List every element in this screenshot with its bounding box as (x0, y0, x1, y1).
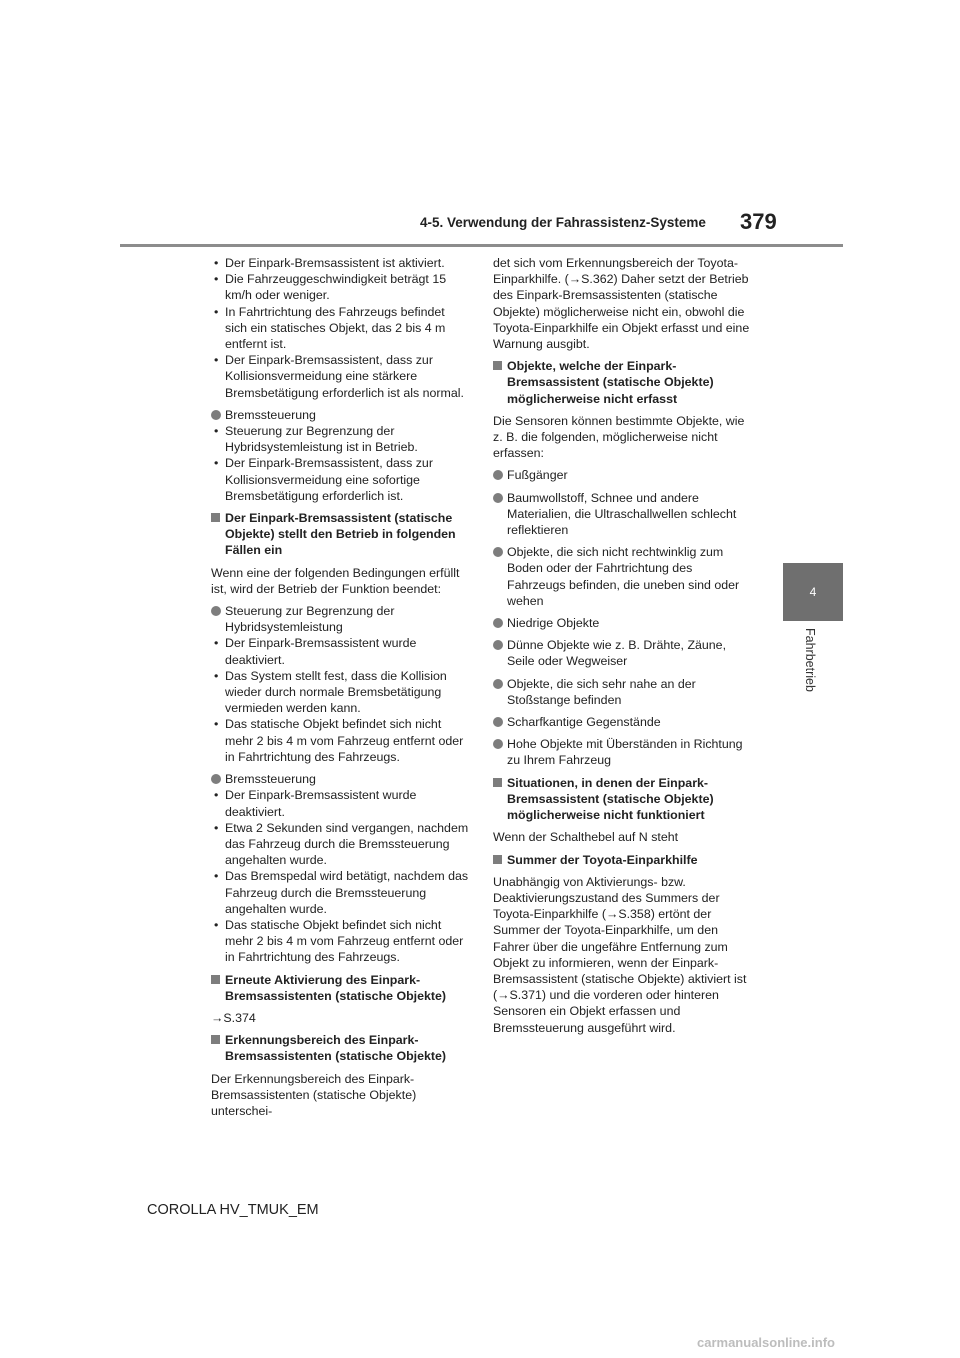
paragraph: Der Erkennungsbereich des Einpark-Bremsassistenten (statische Objekte) unterschei- (211, 1071, 417, 1118)
list-item: • Steuerung zur Begrenzung der Hybridsystemleistung ist in Betrieb. (211, 423, 469, 455)
circle-item-label: Steuerung zur Begrenzung der Hybridsystemleistung (225, 604, 395, 635)
list-item: • Der Einpark-Bremsassistent ist aktiviert. (211, 255, 469, 271)
paragraph: Wenn der Schalthebel auf N steht (493, 830, 679, 845)
circle-item: Niedrige Objekte (493, 615, 751, 631)
right-column (493, 255, 751, 1042)
circle-item-label: Bremssteuerung (225, 407, 316, 422)
condition-list (211, 255, 469, 401)
header-rule (120, 244, 843, 247)
list-item: • Der Einpark-Bremsassistent wurde deaktiviert. (211, 787, 469, 819)
chapter-number: 4 (809, 585, 817, 599)
circle-item: Scharfkantige Gegenstände (493, 714, 751, 730)
circle-item: Objekte, die sich nicht rechtwinklig zum Boden oder der Fahrtrichtung des Fahrzeugs befinden, die uneben sind oder wehen (493, 544, 751, 609)
page-reference-link[interactable]: →S.374 (211, 1010, 256, 1025)
watermark: carmanualsonline.info (697, 1335, 835, 1350)
list-item: • Der Einpark-Bremsassistent, dass zur Kollisionsvermeidung eine stärkere Bremsbetätigung erforderlich ist als normal. (211, 352, 469, 401)
list-item: • Das Bremspedal wird betätigt, nachdem das Fahrzeug durch die Bremssteuerung angehalten wurde. (211, 868, 469, 917)
circle-item (211, 603, 469, 765)
list-item: • Der Einpark-Bremsassistent, dass zur Kollisionsvermeidung eine sofortige Bremsbetätigung erforderlich ist. (211, 455, 469, 504)
section-heading: Objekte, welche der Einpark-Bremsassistent (statische Objekte) möglicherweise nicht erfasst (493, 358, 751, 407)
chapter-tab (783, 563, 843, 621)
circle-item: Baumwollstoff, Schnee und andere Materialien, die Ultraschallwellen schlecht reflektieren (493, 490, 751, 539)
circle-item: Hohe Objekte mit Überständen in Richtung zu Ihrem Fahrzeug (493, 736, 751, 768)
circle-item: Dünne Objekte wie z. B. Drähte, Zäune, Seile oder Wegweiser (493, 637, 751, 669)
circle-item: Fußgänger (493, 467, 751, 483)
section-heading: Summer der Toyota-Einparkhilfe (493, 852, 751, 868)
paragraph: Die Sensoren können bestimmte Objekte, wie z. B. die folgenden, möglicherweise nicht erfassen: (493, 413, 745, 461)
list-item: • Das System stellt fest, dass die Kollision wieder durch normale Bremsbetätigung vermieden werden kann. (211, 668, 469, 717)
circle-item-label: Bremssteuerung (225, 772, 316, 787)
page-number: 379 (740, 209, 777, 234)
section-heading: Der Einpark-Bremsassistent (statische Objekte) stellt den Betrieb in folgenden Fällen ein (211, 510, 469, 559)
paragraph: Unabhängig von Aktivierungs- bzw. Deaktivierungszustand des Summers der Toyota-Einparkhilfe (→S.358) ertönt der Summer der Toyota-Einparkhilfe, um den Fahrer über die ungefähre Entfernung zum Objekt zu informieren, wenn der Einpark-Bremsassistent (statische Objekte) aktiviert ist (→S.371) und die vorderen oder hinteren Sensoren ein Objekt erfassen und Bremssteuerung ausgeführt wird. (493, 874, 747, 1035)
circle-item (211, 771, 469, 965)
circle-item (211, 407, 469, 504)
list-item: • Etwa 2 Sekunden sind vergangen, nachdem das Fahrzeug durch die Bremssteuerung angehalten wurde. (211, 820, 469, 869)
section-title: 4-5. Verwendung der Fahrassistenz-Systeme (420, 215, 706, 230)
left-column (211, 255, 469, 1125)
section-heading: Erkennungsbereich des Einpark-Bremsassistenten (statische Objekte) (211, 1032, 469, 1064)
circle-item: Objekte, die sich sehr nahe an der Stoßstange befinden (493, 676, 751, 708)
list-item: • In Fahrtrichtung des Fahrzeugs befindet sich ein statisches Objekt, das 2 bis 4 m entfernt ist. (211, 304, 469, 353)
list-item: • Das statische Objekt befindet sich nicht mehr 2 bis 4 m vom Fahrzeug entfernt oder in Fahrtrichtung des Fahrzeugs. (211, 917, 469, 966)
list-item: • Das statische Objekt befindet sich nicht mehr 2 bis 4 m vom Fahrzeug entfernt oder in Fahrtrichtung des Fahrzeugs. (211, 716, 469, 765)
footer-model: COROLLA HV_TMUK_EM (147, 1202, 319, 1218)
paragraph: det sich vom Erkennungsbereich der Toyota-Einparkhilfe. (→S.362) Daher setzt der Betrieb des Einpark-Bremsassistenten (statische Objekte) möglicherweise nicht ein, obwohl die Toyota-Einparkhilfe ein Objekt erfasst und eine Warnung ausgibt. (493, 256, 750, 352)
list-item: • Die Fahrzeuggeschwindigkeit beträgt 15 km/h oder weniger. (211, 271, 469, 303)
paragraph: Wenn eine der folgenden Bedingungen erfüllt ist, wird der Betrieb der Funktion beendet: (211, 565, 460, 596)
section-heading: Erneute Aktivierung des Einpark-Bremsassistenten (statische Objekte) (211, 972, 469, 1004)
section-heading: Situationen, in denen der Einpark-Bremsassistent (statische Objekte) möglicherweise nicht funktioniert (493, 775, 751, 824)
list-item: • Der Einpark-Bremsassistent wurde deaktiviert. (211, 635, 469, 667)
chapter-label: Fahrbetrieb (803, 628, 817, 692)
